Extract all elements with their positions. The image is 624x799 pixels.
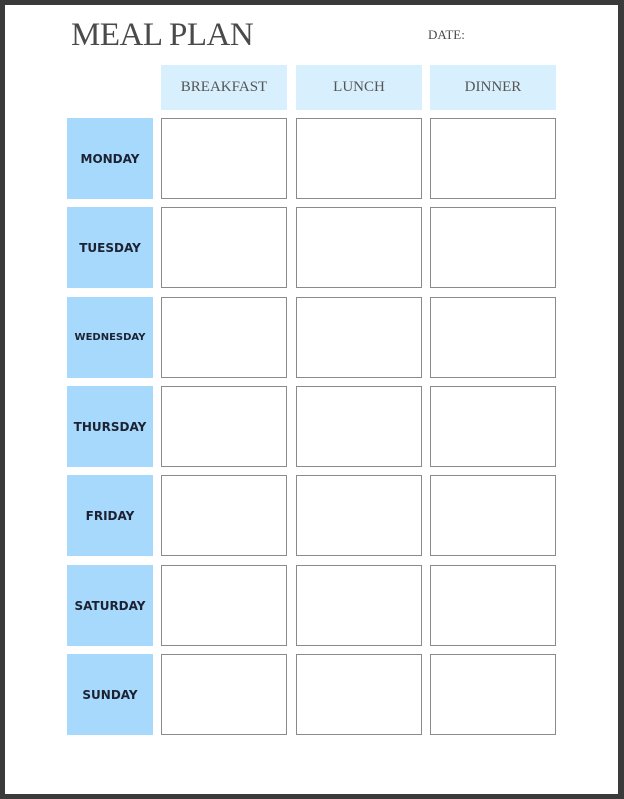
meal-cell-tuesday-dinner[interactable]: [430, 207, 556, 288]
date-label: DATE:: [428, 27, 465, 42]
meal-cell-saturday-lunch[interactable]: [296, 565, 422, 646]
meal-cell-sunday-breakfast[interactable]: [161, 654, 287, 735]
meal-cell-friday-breakfast[interactable]: [161, 475, 287, 556]
day-label-sunday: SUNDAY: [67, 654, 153, 735]
meal-cell-sunday-dinner[interactable]: [430, 654, 556, 735]
meal-cell-friday-dinner[interactable]: [430, 475, 556, 556]
meal-cell-wednesday-lunch[interactable]: [296, 297, 422, 378]
meal-cell-monday-dinner[interactable]: [430, 118, 556, 199]
meal-cell-sunday-lunch[interactable]: [296, 654, 422, 735]
page-title: MEAL PLAN: [71, 17, 254, 53]
meal-cell-thursday-breakfast[interactable]: [161, 386, 287, 467]
day-label-saturday: SATURDAY: [67, 565, 153, 646]
day-label-wednesday: WEDNESDAY: [67, 297, 153, 378]
meal-cell-wednesday-dinner[interactable]: [430, 297, 556, 378]
meal-cell-tuesday-lunch[interactable]: [296, 207, 422, 288]
day-label-monday: MONDAY: [67, 118, 153, 199]
day-label-tuesday: TUESDAY: [67, 207, 153, 288]
meal-cell-friday-lunch[interactable]: [296, 475, 422, 556]
day-label-friday: FRIDAY: [67, 475, 153, 556]
header-lunch: LUNCH: [296, 65, 422, 110]
meal-cell-thursday-lunch[interactable]: [296, 386, 422, 467]
header-breakfast: BREAKFAST: [161, 65, 287, 110]
header-dinner: DINNER: [430, 65, 556, 110]
meal-cell-thursday-dinner[interactable]: [430, 386, 556, 467]
meal-cell-monday-lunch[interactable]: [296, 118, 422, 199]
day-label-thursday: THURSDAY: [67, 386, 153, 467]
meal-plan-page: [5, 5, 618, 794]
meal-cell-saturday-breakfast[interactable]: [161, 565, 287, 646]
meal-cell-monday-breakfast[interactable]: [161, 118, 287, 199]
meal-cell-tuesday-breakfast[interactable]: [161, 207, 287, 288]
meal-cell-saturday-dinner[interactable]: [430, 565, 556, 646]
meal-cell-wednesday-breakfast[interactable]: [161, 297, 287, 378]
